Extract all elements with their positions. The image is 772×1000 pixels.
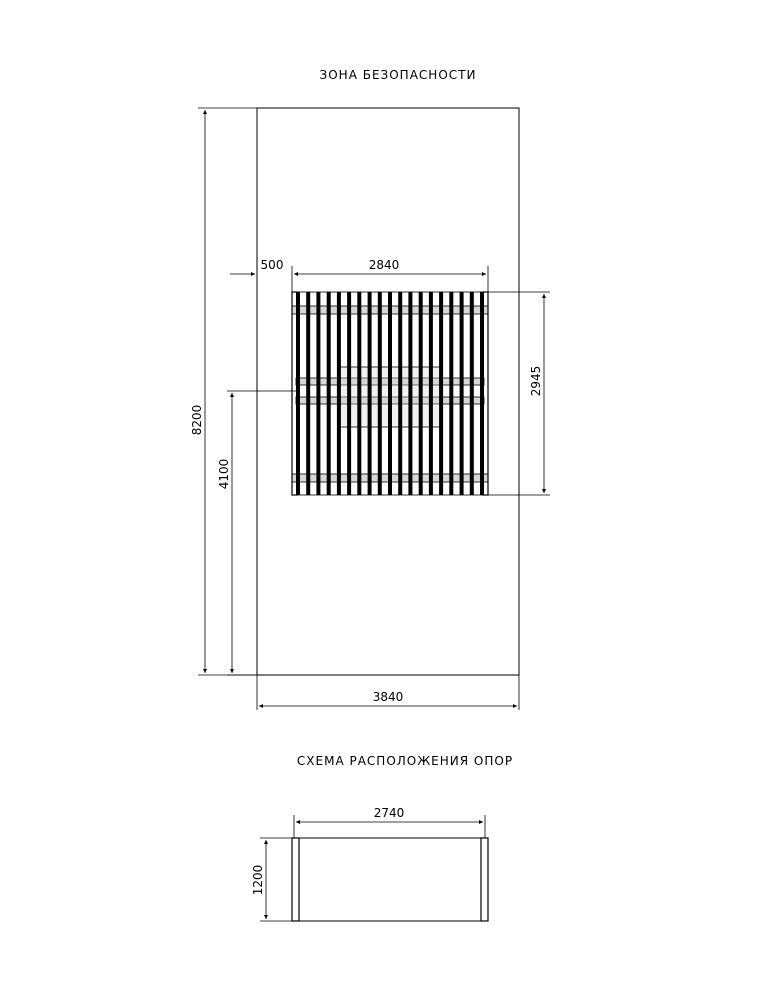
object-slat	[337, 292, 341, 495]
object-slat	[327, 292, 331, 495]
object-slat	[408, 292, 412, 495]
object-slat	[347, 292, 351, 495]
dim-zone-height	[190, 108, 257, 675]
support-post-left	[292, 838, 299, 921]
object-slat	[368, 292, 372, 495]
object-post-right	[483, 292, 488, 495]
dim-side-offset	[230, 258, 292, 296]
object-slat	[470, 292, 474, 495]
dim-offset-height	[217, 391, 300, 675]
object-slat	[419, 292, 423, 495]
dim-offset-height-label: 4100	[217, 458, 231, 490]
object-slat	[449, 292, 453, 495]
dim-support-width-label: 2740	[373, 806, 405, 820]
object-slat	[429, 292, 433, 495]
object-slat	[460, 292, 464, 495]
dim-zone-width	[257, 675, 519, 710]
object-slat	[378, 292, 382, 495]
object-slat	[306, 292, 310, 495]
dim-object-width-label: 2840	[368, 258, 400, 272]
object-slat	[316, 292, 320, 495]
support-layout-title: СХЕМА РАСПОЛОЖЕНИЯ ОПОР	[296, 754, 514, 768]
object-slat	[398, 292, 402, 495]
dim-zone-height-label: 8200	[190, 404, 204, 436]
dim-support-depth-label: 1200	[251, 864, 265, 896]
support-post-right	[481, 838, 488, 921]
object-slat	[439, 292, 443, 495]
object-slat	[388, 292, 392, 495]
dim-side-offset-label: 500	[260, 258, 284, 272]
dim-zone-width-label: 3840	[372, 690, 404, 704]
dim-object-depth-label: 2945	[529, 365, 543, 397]
support-layout-diagram	[251, 806, 488, 921]
object-top-view	[292, 292, 488, 495]
dim-object-width	[294, 258, 488, 296]
safety-zone-title: ЗОНА БЕЗОПАСНОСТИ	[319, 68, 477, 82]
object-post-left-top	[292, 292, 297, 495]
object-slat	[357, 292, 361, 495]
